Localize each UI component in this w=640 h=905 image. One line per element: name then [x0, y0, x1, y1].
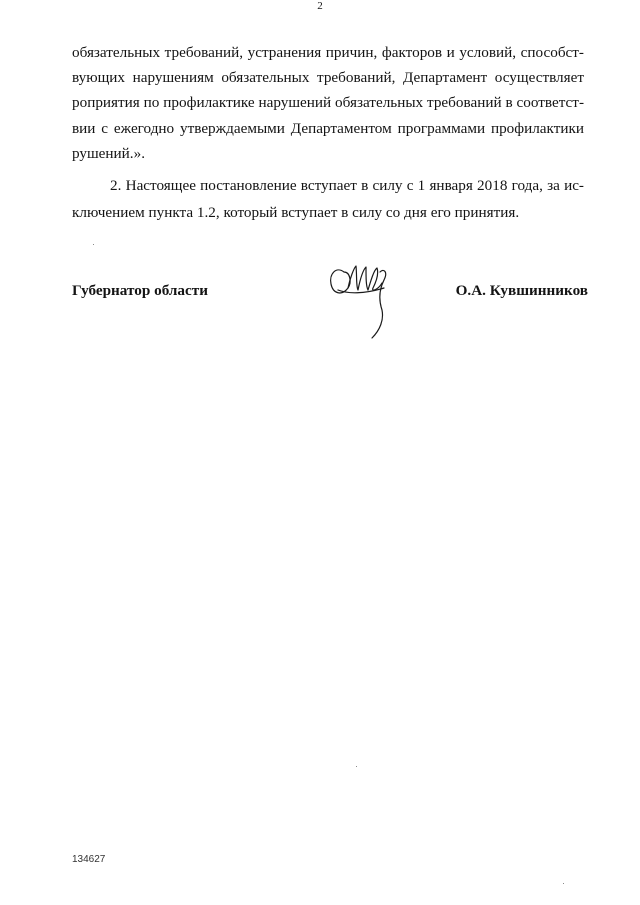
- scan-speck: [563, 883, 564, 884]
- text-line: 2. Настоящее постановление вступает в силу с 1 января 2018 года, за ис-: [110, 177, 584, 194]
- text-line: рушений.».: [72, 144, 145, 162]
- text-line: вии с ежегодно утверждаемыми Департаментом программами профилактики: [72, 119, 584, 137]
- document-code: 134627: [72, 854, 106, 865]
- handwritten-signature-icon: [326, 250, 396, 342]
- scan-speck: [93, 244, 94, 245]
- continued-paragraph: [72, 40, 584, 166]
- text-line: обязательных требований, устранения причин, факторов и условий, способст-: [72, 44, 584, 61]
- page-number: 2: [317, 0, 323, 12]
- signatory-title: Губернатор области: [72, 282, 208, 299]
- text-line: роприятия по профилактике нарушений обязательных требований в соответст-: [72, 94, 584, 112]
- signatory-name: О.А. Кувшинников: [455, 282, 588, 299]
- text-line: ключением пункта 1.2, который вступает в силу со дня его принятия.: [72, 204, 520, 221]
- paragraph-2: [72, 172, 584, 226]
- text-line: вующих нарушениям обязательных требований, Департамент осуществляет: [72, 69, 584, 87]
- scan-speck: [356, 766, 357, 767]
